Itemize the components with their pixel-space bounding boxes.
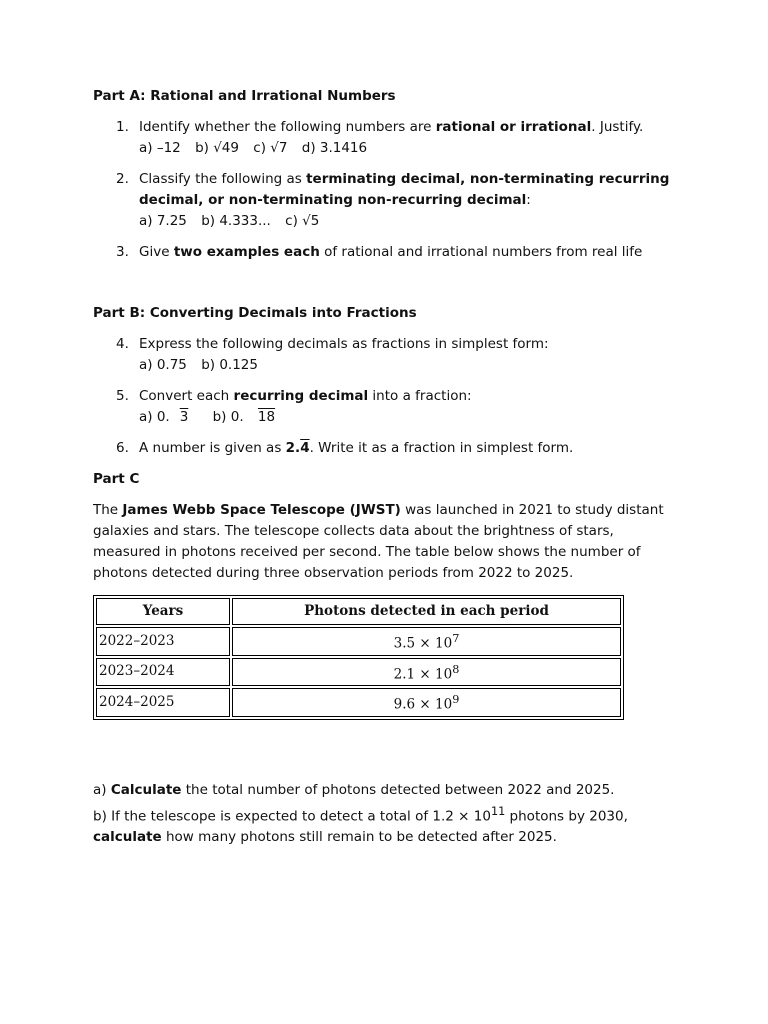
question-2 bbox=[93, 169, 683, 232]
value-mantissa: 1.2 × 10 bbox=[432, 808, 491, 824]
intro-text: The bbox=[93, 502, 123, 518]
question-text: b) If the telescope is expected to detect a total of bbox=[93, 808, 433, 824]
worksheet-page bbox=[93, 86, 683, 848]
part-b-heading: Part B: Converting Decimals into Fractions bbox=[93, 305, 417, 321]
table-header-photons: Photons detected in each period bbox=[232, 598, 621, 625]
question-options bbox=[139, 357, 268, 373]
intro-text-end: was launched in 2021 to study distant galaxies and stars. The telescope collects data about the brightness of stars, measured in photons received per second. The table below shows the number of photons detected during three observation periods from 2022 to 2025. bbox=[93, 502, 664, 581]
question-text-end: into a fraction: bbox=[368, 388, 472, 404]
question-3 bbox=[93, 242, 683, 263]
table-header-row bbox=[96, 598, 621, 625]
part-b-questions bbox=[93, 334, 683, 459]
table-header-years: Years bbox=[96, 598, 230, 625]
part-a-questions bbox=[93, 117, 683, 263]
question-emphasis: Calculate bbox=[110, 781, 182, 798]
value-exponent: 7 bbox=[452, 632, 460, 645]
table-cell-photons bbox=[232, 627, 621, 656]
question-b bbox=[93, 801, 683, 849]
question-number: 3. bbox=[116, 244, 129, 260]
option: a) –12 bbox=[139, 140, 181, 156]
question-options bbox=[139, 213, 329, 229]
question-label: a) bbox=[93, 781, 111, 798]
question-options bbox=[139, 140, 377, 156]
table-cell-photons bbox=[232, 658, 621, 687]
question-number: 5. bbox=[116, 388, 129, 404]
value-mantissa: 3.5 × 10 bbox=[393, 635, 453, 652]
option: b) √49 bbox=[195, 140, 239, 156]
table-cell-year: 2024–2025 bbox=[96, 688, 230, 717]
question-emphasis bbox=[286, 440, 310, 456]
question-1 bbox=[93, 117, 683, 159]
question-text-end: : bbox=[526, 192, 531, 208]
number-prefix: 2. bbox=[285, 440, 301, 456]
table-cell-year: 2022–2023 bbox=[96, 627, 230, 656]
table-row bbox=[96, 627, 621, 656]
part-c-intro bbox=[93, 500, 683, 584]
question-4 bbox=[93, 334, 683, 376]
option: a) 7.25 bbox=[139, 213, 187, 229]
question-text: Convert each bbox=[139, 388, 234, 404]
recurring-digit: 18 bbox=[257, 409, 276, 425]
option: c) √7 bbox=[253, 140, 288, 156]
table-cell-year: 2023–2024 bbox=[96, 658, 230, 687]
question-options bbox=[139, 409, 295, 425]
question-emphasis: rational or irrational bbox=[435, 119, 592, 135]
question-text-end: of rational and irrational numbers from real life bbox=[319, 244, 643, 260]
value-mantissa: 9.6 × 10 bbox=[393, 696, 453, 713]
part-a-heading: Part A: Rational and Irrational Numbers bbox=[93, 88, 396, 104]
photon-table bbox=[93, 595, 624, 720]
recurring-digit: 3 bbox=[179, 409, 189, 425]
question-emphasis: terminating decimal, non-terminating recurring decimal, or non-terminating non-recurring decimal bbox=[139, 171, 670, 208]
question-text: Express the following decimals as fractions in simplest form: bbox=[139, 336, 549, 352]
table-cell-photons bbox=[232, 688, 621, 717]
question-text-mid: photons by 2030, bbox=[505, 808, 628, 824]
intro-emphasis: James Webb Space Telescope (JWST) bbox=[122, 502, 401, 518]
option-prefix: a) 0. bbox=[139, 409, 170, 425]
question-emphasis: recurring decimal bbox=[233, 388, 369, 404]
part-c-heading: Part C bbox=[93, 471, 140, 487]
question-text: the total number of photons detected between 2022 and 2025. bbox=[181, 781, 615, 798]
value-mantissa: 2.1 × 10 bbox=[393, 666, 453, 682]
option-prefix: b) 0. bbox=[212, 409, 248, 425]
question-number: 1. bbox=[116, 119, 129, 135]
question-6 bbox=[93, 438, 683, 459]
table-row bbox=[96, 658, 621, 687]
value-exponent: 9 bbox=[452, 693, 460, 706]
option: b) 4.333... bbox=[201, 213, 271, 229]
option: d) 3.1416 bbox=[301, 140, 368, 156]
table-row bbox=[96, 688, 621, 717]
question-number: 2. bbox=[116, 171, 129, 187]
question-emphasis: two examples each bbox=[173, 244, 320, 260]
recurring-digit: 4 bbox=[300, 440, 310, 456]
question-number: 4. bbox=[116, 336, 129, 352]
option: c) √5 bbox=[285, 213, 320, 229]
value-exponent: 11 bbox=[490, 804, 506, 818]
question-text-end: . Write it as a fraction in simplest form. bbox=[309, 440, 574, 456]
question-text: A number is given as bbox=[139, 440, 286, 456]
question-text: Identify whether the following numbers are bbox=[139, 119, 436, 135]
option: b) 0.125 bbox=[201, 357, 258, 373]
question-text-end: . Justify. bbox=[591, 119, 644, 135]
question-5 bbox=[93, 386, 683, 428]
option bbox=[139, 409, 198, 425]
question-emphasis: calculate bbox=[93, 829, 162, 845]
question-text-end: how many photons still remain to be detected after 2025. bbox=[161, 829, 557, 845]
option bbox=[213, 409, 286, 425]
question-text: Give bbox=[139, 244, 174, 260]
question-a bbox=[93, 780, 683, 801]
question-text: Classify the following as bbox=[139, 171, 307, 187]
part-c-questions bbox=[93, 780, 683, 849]
value-exponent: 8 bbox=[452, 662, 460, 676]
question-number: 6. bbox=[116, 440, 129, 456]
option: a) 0.75 bbox=[139, 357, 187, 373]
